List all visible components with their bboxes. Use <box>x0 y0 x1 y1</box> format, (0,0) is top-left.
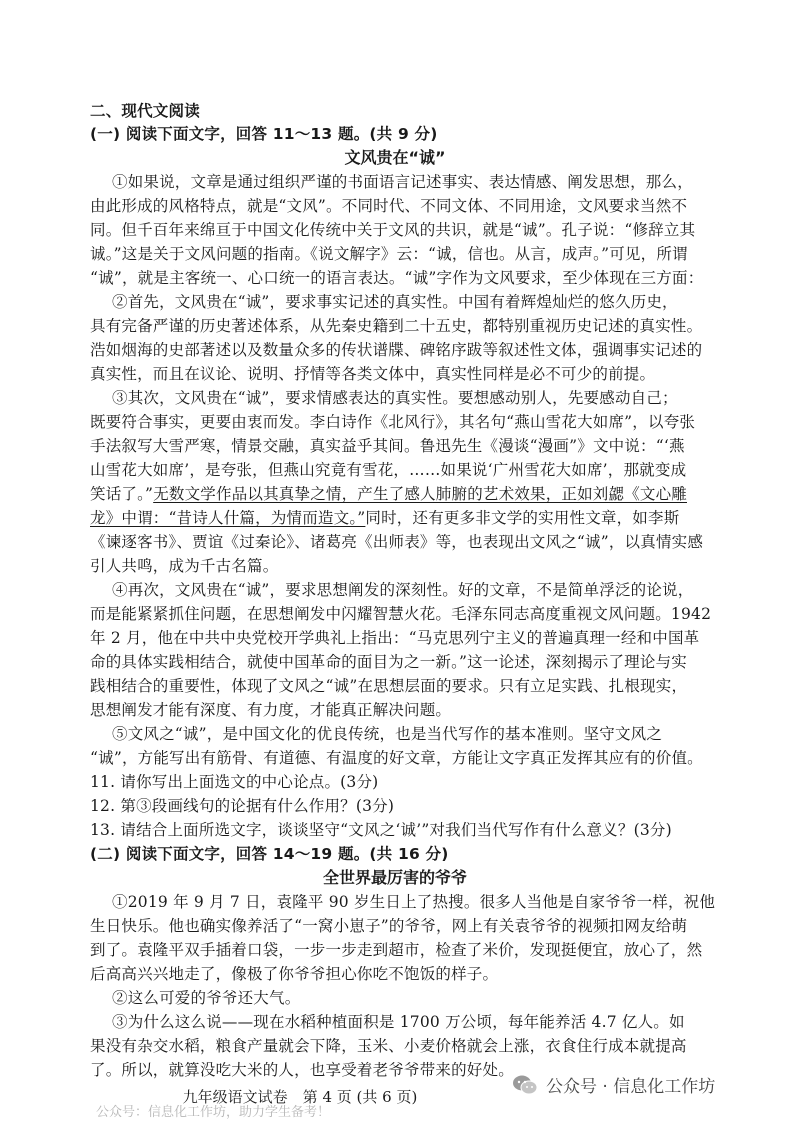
page-footer: 九年级语文试卷 第 4 页 (共 6 页) <box>182 1088 418 1106</box>
article1-line: 既要符合事实，更要由衷而发。李白诗作《北风行》，其名句“燕山雪花大如席”，以夸张 <box>90 413 696 431</box>
article1-line: ⑤文风之“诚”，是中国文化的优良传统，也是当代写作的基本准则。坚守文风之 <box>112 725 663 743</box>
article1-line: 由此形成的风格特点，就是“文风”。不同时代、不同文体、不同用途，文风要求当然不 <box>90 197 688 215</box>
article1-line: 而是能紧紧抓住问题，在思想阐发中闪耀智慧火花。毛泽东同志高度重视文风问题。1942 <box>90 605 712 623</box>
article1-line: ②首先，文风贵在“诚”，要求事实记述的真实性。中国有着辉煌灿烂的悠久历史， <box>112 293 678 311</box>
article1-line-mixed <box>90 506 700 530</box>
article1-line-mixed <box>90 482 700 506</box>
watermark-right <box>512 1072 715 1097</box>
article1-text: 同时，还有更多非文学的实用性文章，如李斯 <box>365 509 680 527</box>
article1-line: 真实性，而且在议论、说明、抒情等各类文体中，真实性同样是必不可少的前提。 <box>90 365 656 383</box>
article1-line: 引人共鸣，成为千古名篇。 <box>90 557 279 575</box>
article1-line: 浩如烟海的史部著述以及数量众多的传状谱牒、碑铭序跋等叙述性文体，强调事实记述的 <box>90 341 703 359</box>
question-12: 12. 第③段画线句的论据有什么作用？(3分) <box>90 797 395 815</box>
underlined-sentence: 无数文学作品以其真挚之情，产生了感人肺腑的艺术效果，正如刘勰《文心雕 <box>153 485 687 503</box>
section-heading: 二、现代文阅读 <box>90 102 200 120</box>
article1-line: ①如果说，文章是通过组织严谨的书面语言记述事实、表达情感、阐发思想，那么， <box>112 173 693 191</box>
wechat-icon <box>512 1074 538 1096</box>
article2-line: ②这么可爱的爷爷还大气。 <box>112 989 301 1007</box>
article1-line: 命的具体实践相结合，就使中国革命的面目为之一新。”这一论述，深刻揭示了理论与实 <box>90 653 687 671</box>
article1-line: 具有完备严谨的历史著述体系，从先秦史籍到二十五史，都特别重视历史记述的真实性。 <box>90 317 703 335</box>
article2-line: 果没有杂交水稻，粮食产量就会下降，玉米、小麦价格就会上涨，衣食住行成本就提高 <box>90 1037 687 1055</box>
article2-line: ①2019 年 9 月 7 日，袁隆平 90 岁生日上了热搜。很多人当他是自家爷爷一样，祝他 <box>112 893 716 911</box>
question-11: 11. 请你写出上面选文的中心论点。(3分) <box>90 773 379 791</box>
article1-line: 践相结合的重要性，体现了文风之“诚”在思想层面的要求。只有立足实践、扎根现实， <box>90 677 688 695</box>
article1-line: 山雪花大如席’，是夸张，但燕山究竟有雪花，……如果说‘广州雪花大如席’，那就变成 <box>90 461 687 479</box>
underlined-sentence: 龙》中谓：“昔诗人什篇，为情而造文。” <box>90 509 366 527</box>
article1-line: ④再次，文风贵在“诚”，要求思想阐发的深刻性。好的文章，不是简单浮泛的论说， <box>112 581 694 599</box>
article2-title: 全世界最厉害的爷爷 <box>322 868 467 887</box>
article1-line: “诚”，就是主客统一、心口统一的语言表达。“诚”字作为文风要求，至少体现在三方面： <box>90 269 704 287</box>
article1-line: “诚”，方能写出有筋骨、有道德、有温度的好文章，方能让文字真正发挥其应有的价值。 <box>90 749 703 767</box>
watermark-left: 公众号：信息化工作坊，助力学生备考！ <box>96 1105 331 1120</box>
article1-line: 思想阐发才能有深度、有力度，才能真正解决问题。 <box>90 701 452 719</box>
article1-line: 同。但千百年来绵亘于中国文化传统中关于文风的共识，就是“诚”。孔子说：“修辞立其 <box>90 221 696 239</box>
article1-line: 年 2 月，他在中共中央党校开学典礼上指出：“马克思列宁主义的普遍真理一经和中国革 <box>90 629 700 647</box>
article1-line: ③其次，文风贵在“诚”，要求情感表达的真实性。要想感动别人，先要感动自己； <box>112 389 678 407</box>
article1-text: 笑话了。” <box>90 485 154 503</box>
article1-line: 手法叙写大雪严寒，情景交融，真实益乎其间。鲁迅先生《漫谈“漫画”》文中说：“‘燕 <box>90 437 685 455</box>
part1-heading: (一) 阅读下面文字，回答 11～13 题。(共 9 分) <box>90 125 438 143</box>
question-13: 13. 请结合上面所选文字，谈谈坚守“文风之‘诚’”对我们当代写作有什么意义？(3分) <box>90 821 672 839</box>
article2-line: 后高高兴兴地走了，像极了你爷爷担心你吃不饱饭的样子。 <box>90 965 499 983</box>
article2-line: 生日快乐。他也确实像养活了“一窝小崽子”的爷爷，网上有关袁爷爷的视频扣网友给萌 <box>90 917 688 935</box>
watermark-right-text: 公众号 · 信息化工作坊 <box>546 1077 716 1097</box>
article1-line: 诚。”这是关于文风问题的指南。《说文解字》云：“诚，信也。从言，成声。”可见，所谓 <box>90 245 688 263</box>
article2-line: 了。所以，就算没吃大米的人，也享受着老爷爷带来的好处。 <box>90 1061 514 1079</box>
article1-line: 《谏逐客书》、贾谊《过秦论》、诸葛亮《出师表》等，也表现出文风之“诚”，以真情实感 <box>90 533 704 551</box>
article2-line: ③为什么这么说——现在水稻种植面积是 1700 万公顷，每年能养活 4.7 亿人。如 <box>112 1013 685 1031</box>
article1-title: 文风贵在“诚” <box>344 148 446 167</box>
part2-heading: (二) 阅读下面文字，回答 14～19 题。(共 16 分) <box>90 845 449 863</box>
article2-line: 到了。袁隆平双手插着口袋，一步一步走到超市，检查了米价，发现挺便宜，放心了，然 <box>90 941 703 959</box>
